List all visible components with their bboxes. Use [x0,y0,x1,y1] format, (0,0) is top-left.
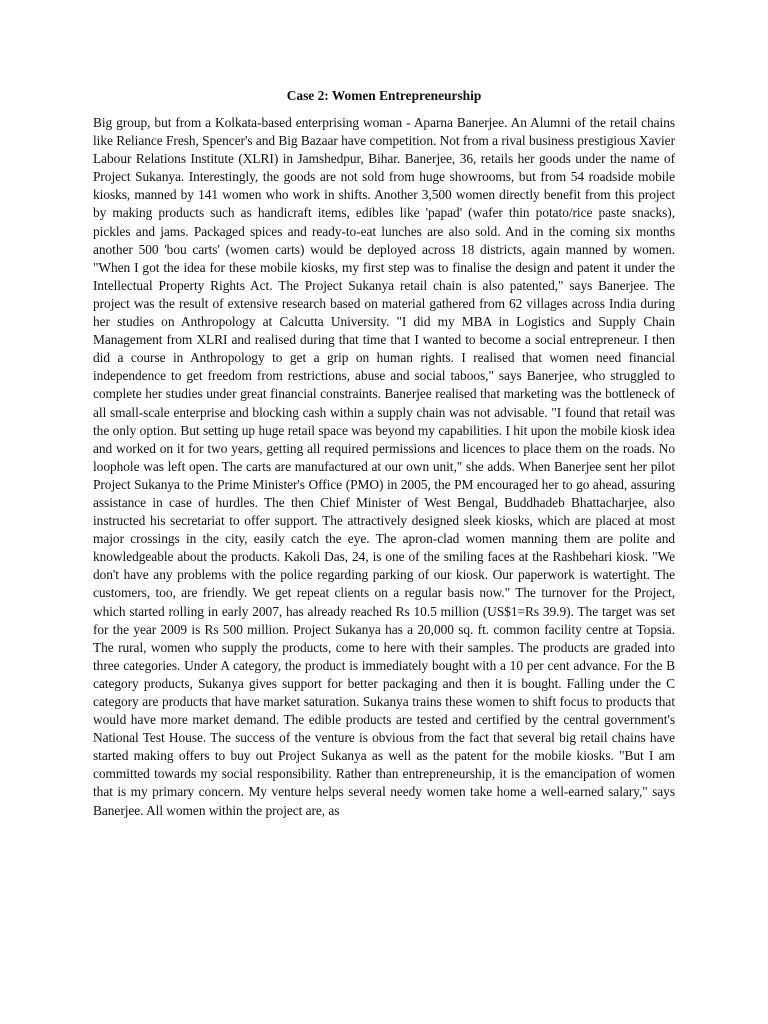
document-body-paragraph: Big group, but from a Kolkata-based enterprising woman - Aparna Banerjee. An Alumni of the retail chains like Reliance Fresh, Spencer's and Big Bazaar have competition. Not from a rival business prestigious Xavier Labour Relations Institute (XLRI) in Jamshedpur, Bihar. Banerjee, 36, retails her goods under the name of Project Sukanya. Interestingly, the goods are not sold from huge showrooms, but from 54 roadside mobile kiosks, manned by 141 women who work in shifts. Another 3,500 women directly benefit from this project by making products such as handicraft items, edibles like 'papad' (wafer thin potato/rice paste snacks), pickles and jams. Packaged spices and ready-to-eat lunches are also sold. And in the coming six months another 500 'bou carts' (women carts) would be deployed across 18 districts, again manned by women. "When I got the idea for these mobile kiosks, my first step was to finalise the design and patent it under the Intellectual Property Rights Act. The Project Sukanya retail chain is also patented," says Banerjee. The project was the result of extensive research based on material gathered from 62 villages across India during her studies on Anthropology at Calcutta University. "I did my MBA in Logistics and Supply Chain Management from XLRI and realised during that time that I wanted to become a social entrepreneur. I then did a course in Anthropology to get a grip on human rights. I realised that women need financial independence to get freedom from restrictions, abuse and social taboos," says Banerjee, who struggled to complete her studies under great financial constraints. Banerjee realised that marketing was the bottleneck of all small-scale enterprise and blocking cash within a supply chain was not advisable. "I found that retail was the only option. But setting up huge retail space was beyond my capabilities. I hit upon the mobile kiosk idea and worked on it for two years, getting all required permissions and licences to place them on the roads. No loophole was left open. The carts are manufactured at our own unit," she adds. When Banerjee sent her pilot Project Sukanya to the Prime Minister's Office (PMO) in 2005, the PM encouraged her to go ahead, assuring assistance in case of hurdles. The then Chief Minister of West Bengal, Buddhadeb Bhattacharjee, also instructed his secretariat to offer support. The attractively designed sleek kiosks, which are placed at most major crossings in the city, easily catch the eye. The apron-clad women manning them are polite and knowledgeable about the products. Kakoli Das, 24, is one of the smiling faces at the Rashbehari kiosk. "We don't have any problems with the police regarding parking of our kiosk. Our paperwork is watertight. The customers, too, are friendly. We get repeat clients on a regular basis now." The turnover for the Project, which started rolling in early 2007, has already reached Rs 10.5 million (US$1=Rs 39.9). The target was set for the year 2009 is Rs 500 million. Project Sukanya has a 20,000 sq. ft. common facility centre at Topsia. The rural, women who supply the products, come to here with their samples. The products are graded into three categories. Under A category, the product is immediately bought with a 10 per cent advance. For the B category products, Sukanya gives support for better packaging and then it is bought. Falling under the C category are products that have market saturation. Sukanya trains these women to shift focus to products that would have more market demand. The edible products are tested and certified by the central government's National Test House. The success of the venture is obvious from the fact that several big retail chains have started making offers to buy out Project Sukanya as well as the patent for the mobile kiosks. "But I am committed towards my social responsibility. Rather than entrepreneurship, it is the emancipation of women that is my primary concern. My venture helps several needy women take home a well-earned salary," says Banerjee. All women within the project are, as [93,115,675,818]
document-title: Case 2: Women Entrepreneurship [286,88,482,103]
document-page [93,86,675,820]
